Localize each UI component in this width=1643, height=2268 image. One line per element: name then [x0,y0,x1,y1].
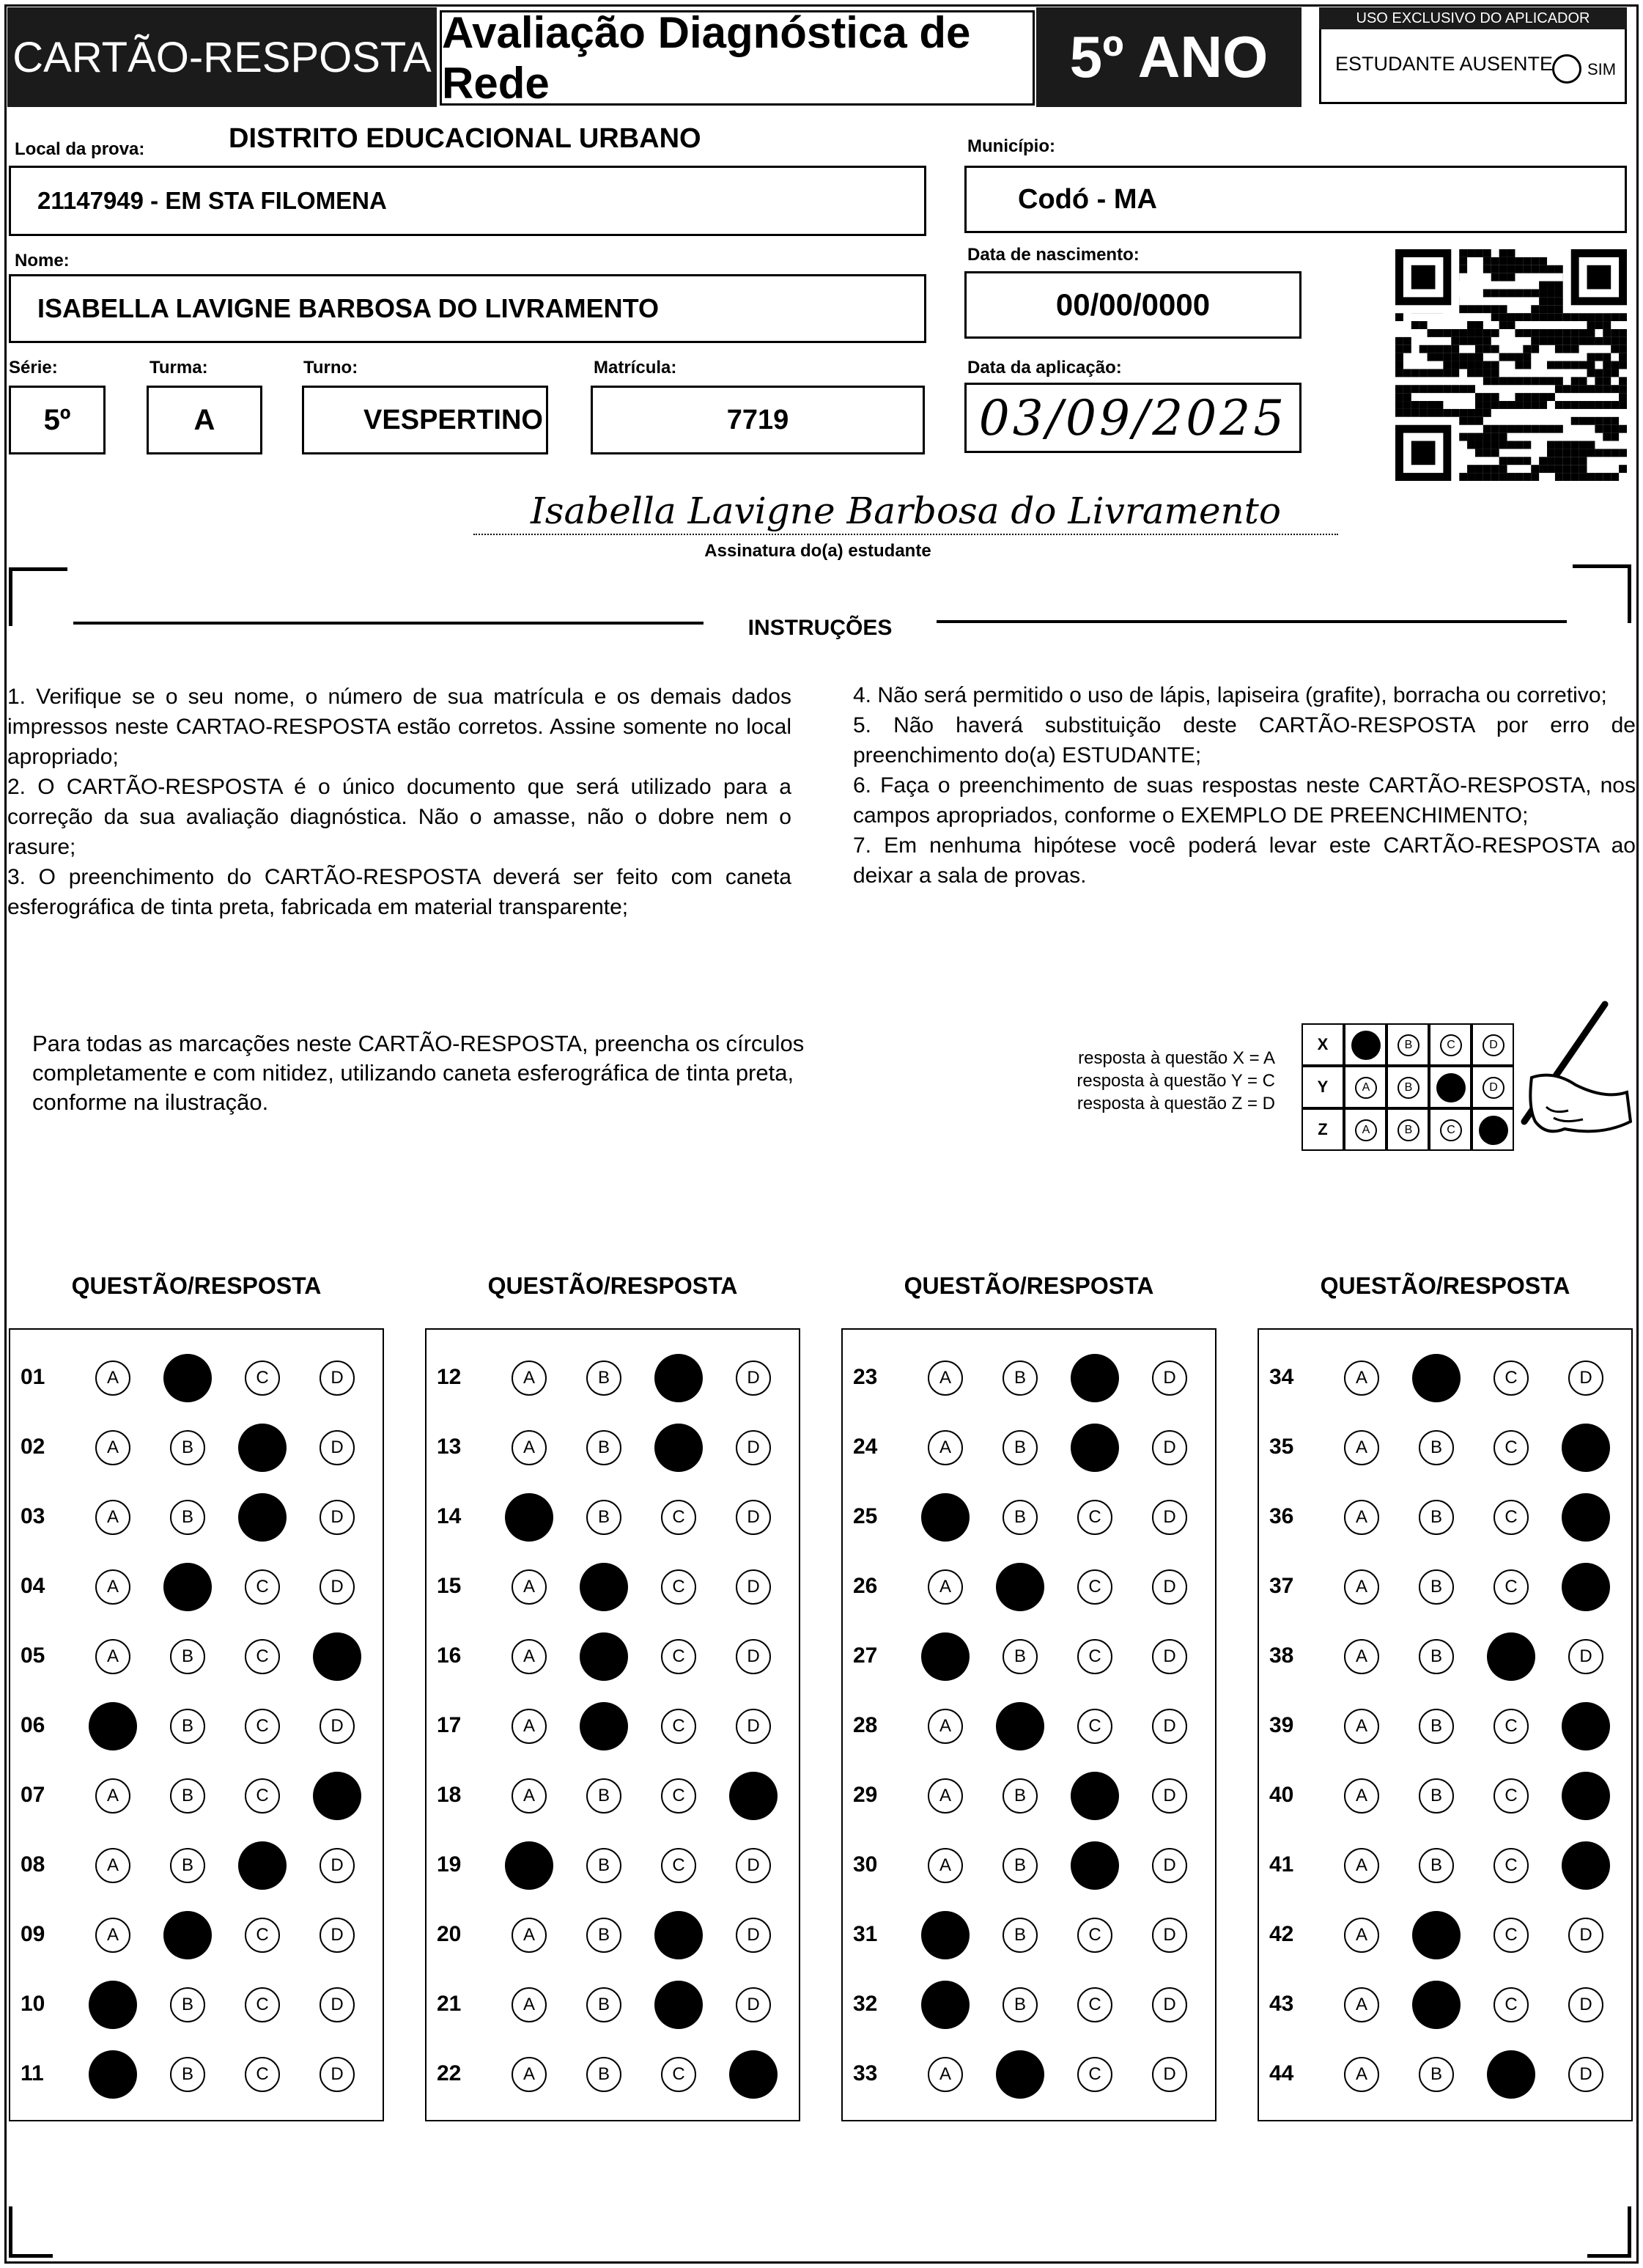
answer-bubble-d[interactable]: D [320,1709,355,1744]
answer-bubble-marked[interactable] [505,1841,553,1890]
answer-bubble-d[interactable]: D [736,1918,771,1953]
corner-mark-br [1587,2206,1631,2258]
example-cell [1429,1108,1472,1151]
answer-bubble-d[interactable]: D [1152,1848,1187,1883]
answer-bubble-d[interactable]: D [1152,1569,1187,1605]
example-bubble: C [1440,1119,1462,1141]
question-number: 17 [437,1713,462,1737]
answer-bubble-a[interactable]: A [512,1987,547,2022]
nascimento-label: Data de nascimento: [967,245,1140,265]
answer-bubble-d[interactable]: D [1152,1778,1187,1814]
answer-bubble-marked[interactable] [921,1493,970,1542]
answer-bubble-b[interactable]: B [170,1987,205,2022]
answer-bubble-d[interactable]: D [320,1918,355,1953]
answer-bubble-c[interactable]: C [245,1569,280,1605]
question-number: 12 [437,1365,462,1389]
grade-badge: 5º ANO [1036,7,1302,107]
question-number: 43 [1269,1992,1294,2016]
answer-bubble-a[interactable]: A [1344,1639,1379,1674]
question-number: 28 [853,1713,878,1737]
answer-bubble-marked[interactable] [163,1563,212,1611]
turno-label: Turno: [303,358,358,378]
answer-bubble-b[interactable]: B [1003,1430,1038,1465]
absent-option-label: SIM [1587,60,1617,78]
example-cell [1344,1066,1387,1108]
answer-bubble-c[interactable]: C [661,1639,696,1674]
answer-bubble-marked[interactable] [921,1981,970,2029]
aplicacao-field: 03/09/2025 [964,383,1302,453]
question-number: 38 [1269,1643,1294,1668]
answer-bubble-a[interactable]: A [95,1639,130,1674]
answer-bubble-d[interactable]: D [320,2057,355,2092]
example-question-label: X [1302,1023,1344,1066]
corner-mark-bl [9,2206,53,2258]
turma-field: A [147,386,262,454]
answer-bubble-a[interactable]: A [512,2057,547,2092]
instruction-4: 4. Não será permitido o uso de lápis, lapiseira (grafite), borracha ou corretivo; [853,683,1607,707]
answer-bubble-d[interactable]: D [736,1430,771,1465]
answer-bubble-marked[interactable] [238,1493,287,1542]
question-number: 01 [21,1365,45,1389]
answer-bubble-marked[interactable] [729,1772,778,1820]
answer-bubble-d[interactable]: D [1152,1430,1187,1465]
answer-bubble-a[interactable]: A [95,1361,130,1396]
answer-bubble-c[interactable]: C [661,1778,696,1814]
answer-bubble-marked[interactable] [654,1424,703,1472]
answer-bubble-c[interactable]: C [661,1569,696,1605]
answer-bubble-c[interactable]: C [661,1500,696,1535]
school-field: 21147949 - EM STA FILOMENA [9,166,926,236]
answer-bubble-a[interactable]: A [512,1709,547,1744]
turno-field: VESPERTINO [302,386,548,454]
example-cell [1387,1023,1429,1066]
answer-bubble-marked[interactable] [313,1632,361,1681]
answer-bubble-d[interactable]: D [1568,1918,1603,1953]
answer-bubble-b[interactable]: B [586,1430,621,1465]
answer-bubble-a[interactable]: A [1344,1500,1379,1535]
answer-bubble-d[interactable]: D [736,1987,771,2022]
question-number: 06 [21,1713,45,1737]
answer-bubble-marked[interactable] [580,1563,628,1611]
question-number: 29 [853,1783,878,1807]
answer-bubble-marked[interactable] [996,1563,1044,1611]
answer-bubble-c[interactable]: C [661,1848,696,1883]
instr-rule-left [73,622,704,625]
answer-bubble-d[interactable]: D [320,1430,355,1465]
answer-bubble-b[interactable]: B [170,1500,205,1535]
answer-bubble-a[interactable]: A [1344,1430,1379,1465]
answer-bubble-a[interactable]: A [928,1709,963,1744]
answer-bubble-marked[interactable] [1562,1563,1610,1611]
answer-bubble-marked[interactable] [654,1911,703,1959]
answer-bubble-marked[interactable] [89,1702,137,1750]
answer-bubble-b[interactable]: B [170,1778,205,1814]
question-number: 22 [437,2061,462,2085]
answer-bubble-marked[interactable] [89,2050,137,2099]
answer-bubble-marked[interactable] [1562,1493,1610,1542]
example-cell [1429,1023,1472,1066]
answer-bubble-d[interactable]: D [1568,1639,1603,1674]
answer-bubble-b[interactable]: B [586,1361,621,1396]
answer-bubble-marked[interactable] [1562,1424,1610,1472]
card-label: CARTÃO-RESPOSTA [7,7,437,107]
question-number: 42 [1269,1922,1294,1946]
page-title: Avaliação Diagnóstica de Rede [440,10,1035,106]
answer-bubble-c[interactable]: C [1494,1778,1529,1814]
answer-bubble-a[interactable]: A [95,1569,130,1605]
answer-column-header: QUESTÃO/RESPOSTA [487,1273,738,1299]
corner-mark-tr [1573,564,1631,623]
answer-bubble-d[interactable]: D [1568,1361,1603,1396]
question-number: 25 [853,1504,878,1528]
answer-bubble-marked[interactable] [1562,1772,1610,1820]
answer-bubble-b[interactable]: B [586,1848,621,1883]
answer-bubble-b[interactable]: B [1003,1778,1038,1814]
answer-bubble-c[interactable]: C [245,1778,280,1814]
answer-bubble-a[interactable]: A [1344,1709,1379,1744]
answer-bubble-c[interactable]: C [1494,1569,1529,1605]
answer-bubble-marked[interactable] [163,1354,212,1402]
instruction-5: 5. Não haverá substituição deste CARTÃO-RESPOSTA por erro de preenchimento do(a) ESTUDANTE; [853,713,1636,767]
answer-bubble-c[interactable]: C [1077,1639,1112,1674]
answer-bubble-d[interactable]: D [320,1848,355,1883]
example-bubble-filled [1436,1073,1466,1102]
answer-bubble-marked[interactable] [1071,1841,1119,1890]
question-number: 09 [21,1922,45,1946]
answer-bubble-marked[interactable] [1487,2050,1535,2099]
answer-bubble-c[interactable]: C [1494,1430,1529,1465]
instruction-3: 3. O preenchimento do CARTÃO-RESPOSTA deverá ser feito com caneta esferográfica de tinta preta, fabricada em material transparente; [7,865,791,919]
answer-bubble-c[interactable]: C [245,1709,280,1744]
question-number: 41 [1269,1852,1294,1877]
answer-bubble-a[interactable]: A [1344,1569,1379,1605]
answer-bubble-marked[interactable] [654,1981,703,2029]
answer-bubble-b[interactable]: B [170,1639,205,1674]
answer-bubble-b[interactable]: B [1419,1569,1454,1605]
answer-bubble-marked[interactable] [163,1911,212,1959]
example-legend-x: resposta à questão X = A [1078,1048,1275,1068]
example-question-label: Z [1302,1108,1344,1151]
answer-bubble-marked[interactable] [1071,1354,1119,1402]
example-legend-y: resposta à questão Y = C [1077,1071,1275,1091]
answer-bubble-a[interactable]: A [512,1430,547,1465]
answer-bubble-marked[interactable] [89,1981,137,2029]
answer-bubble-a[interactable]: A [95,1500,130,1535]
nome-label: Nome: [15,251,70,270]
answer-bubble-b[interactable]: B [1003,1639,1038,1674]
answer-bubble-b[interactable]: B [170,1848,205,1883]
question-number: 36 [1269,1504,1294,1528]
question-number: 19 [437,1852,462,1877]
answer-bubble-c[interactable]: C [245,1987,280,2022]
example-cell [1387,1066,1429,1108]
answer-bubble-marked[interactable] [921,1911,970,1959]
example-bubble-filled [1351,1031,1381,1060]
answer-bubble-marked[interactable] [505,1493,553,1542]
question-number: 31 [853,1922,878,1946]
answer-bubble-c[interactable]: C [661,2057,696,2092]
answer-bubble-c[interactable]: C [1494,1848,1529,1883]
example-bubble: D [1483,1077,1504,1099]
answer-bubble-b[interactable]: B [1003,1918,1038,1953]
answer-bubble-d[interactable]: D [736,1361,771,1396]
answer-bubble-d[interactable]: D [736,1569,771,1605]
answer-bubble-b[interactable]: B [1003,1500,1038,1535]
signature-line [473,534,1338,535]
answer-bubble-c[interactable]: C [1494,1361,1529,1396]
answer-bubble-d[interactable]: D [736,1639,771,1674]
answer-bubble-a[interactable]: A [512,1778,547,1814]
answer-bubble-a[interactable]: A [928,1778,963,1814]
answer-bubble-b[interactable]: B [1419,1709,1454,1744]
answer-bubble-d[interactable]: D [736,1500,771,1535]
question-number: 03 [21,1504,45,1528]
answer-bubble-d[interactable]: D [736,1848,771,1883]
answer-bubble-d[interactable]: D [1152,1361,1187,1396]
answer-bubble-d[interactable]: D [320,1569,355,1605]
answer-bubble-d[interactable]: D [1152,1500,1187,1535]
answer-bubble-a[interactable]: A [95,1918,130,1953]
example-legend-z: resposta à questão Z = D [1077,1094,1275,1113]
instruction-2: 2. O CARTÃO-RESPOSTA é o único documento que será utilizado para a correção da sua avaliação diagnóstica. Não o amasse, não o dobre nem o rasure; [7,775,791,859]
answer-bubble-b[interactable]: B [170,1709,205,1744]
answer-bubble-c[interactable]: C [661,1709,696,1744]
answer-bubble-b[interactable]: B [1003,1361,1038,1396]
question-number: 20 [437,1922,462,1946]
question-number: 07 [21,1783,45,1807]
answer-bubble-b[interactable]: B [1419,1848,1454,1883]
question-number: 27 [853,1643,878,1668]
question-number: 40 [1269,1783,1294,1807]
district-name: DISTRITO EDUCACIONAL URBANO [229,123,701,154]
answer-bubble-marked[interactable] [996,2050,1044,2099]
answer-bubble-marked[interactable] [1562,1702,1610,1750]
answer-bubble-c[interactable]: C [1077,2057,1112,2092]
question-number: 26 [853,1574,878,1598]
answer-bubble-c[interactable]: C [245,1918,280,1953]
answer-bubble-a[interactable]: A [928,1361,963,1396]
serie-label: Série: [9,358,58,378]
answer-bubble-marked[interactable] [580,1632,628,1681]
absent-checkbox[interactable] [1552,54,1581,84]
answer-bubble-marked[interactable] [654,1354,703,1402]
answer-bubble-a[interactable]: A [1344,2057,1379,2092]
example-bubble: A [1355,1119,1377,1141]
instructions-title: INSTRUÇÕES [747,616,893,640]
question-number: 18 [437,1783,462,1807]
answer-bubble-b[interactable]: B [586,1987,621,2022]
answer-bubble-c[interactable]: C [1077,1709,1112,1744]
instructions-right [853,680,1636,891]
question-number: 11 [21,2061,44,2085]
answer-bubble-marked[interactable] [238,1841,287,1890]
answer-bubble-c[interactable]: C [1494,1987,1529,2022]
answer-bubble-marked[interactable] [238,1424,287,1472]
aplicacao-label: Data da aplicação: [967,358,1122,378]
answer-column-header: QUESTÃO/RESPOSTA [904,1273,1154,1299]
answer-bubble-marked[interactable] [1487,1632,1535,1681]
answer-bubble-b[interactable]: B [1419,1500,1454,1535]
pen-hand-icon [1488,997,1634,1158]
answer-bubble-marked[interactable] [996,1702,1044,1750]
question-number: 24 [853,1435,878,1459]
answer-bubble-d[interactable]: D [320,1987,355,2022]
question-number: 04 [21,1574,45,1598]
question-number: 16 [437,1643,462,1668]
example-legend [953,1047,1275,1115]
local-label: Local da prova: [15,139,145,159]
answer-bubble-marked[interactable] [921,1632,970,1681]
answer-bubble-d[interactable]: D [1152,1709,1187,1744]
question-number: 34 [1269,1365,1294,1389]
answer-bubble-c[interactable]: C [1077,1500,1112,1535]
instruction-7: 7. Em nenhuma hipótese você poderá levar este CARTÃO-RESPOSTA ao deixar a sala de provas. [853,833,1636,888]
answer-bubble-b[interactable]: B [586,1500,621,1535]
answer-bubble-c[interactable]: C [1077,1987,1112,2022]
example-cell [1387,1108,1429,1151]
answer-bubble-b[interactable]: B [1419,1430,1454,1465]
example-bubble: B [1398,1077,1419,1099]
answer-bubble-b[interactable]: B [1419,1778,1454,1814]
answer-bubble-a[interactable]: A [512,1569,547,1605]
instruction-1: 1. Verifique se o seu nome, o número de sua matrícula e os demais dados impressos neste CARTAO-RESPOSTA estão corretos. Assine somente no local apropriado; [7,685,791,769]
fill-note: Para todas as marcações neste CARTÃO-RESPOSTA, preencha os círculos completamente e com nitidez, utilizando caneta esferográfica de tinta preta, conforme na ilustração. [32,1031,805,1115]
question-number: 08 [21,1852,45,1877]
example-cell [1429,1066,1472,1108]
answer-bubble-a[interactable]: A [928,1848,963,1883]
answer-bubble-d[interactable]: D [1152,2057,1187,2092]
answer-bubble-c[interactable]: C [1494,1500,1529,1535]
question-number: 32 [853,1992,878,2016]
turma-label: Turma: [149,358,208,378]
answer-bubble-a[interactable]: A [1344,1848,1379,1883]
answer-bubble-marked[interactable] [580,1702,628,1750]
question-number: 33 [853,2061,878,2085]
nome-field: ISABELLA LAVIGNE BARBOSA DO LIVRAMENTO [9,274,926,343]
answer-bubble-d[interactable]: D [1152,1987,1187,2022]
answer-column-header: QUESTÃO/RESPOSTA [71,1273,322,1299]
answer-bubble-a[interactable]: A [928,2057,963,2092]
answer-bubble-a[interactable]: A [95,1430,130,1465]
answer-bubble-marked[interactable] [1412,1981,1461,2029]
example-bubble: D [1483,1034,1504,1056]
answer-bubble-b[interactable]: B [586,1778,621,1814]
answer-bubble-c[interactable]: C [1077,1569,1112,1605]
answer-bubble-marked[interactable] [1412,1911,1461,1959]
question-number: 37 [1269,1574,1294,1598]
answer-bubble-a[interactable]: A [512,1639,547,1674]
example-cell [1344,1108,1387,1151]
question-number: 14 [437,1504,462,1528]
answer-bubble-a[interactable]: A [95,1778,130,1814]
applicator-header: USO EXCLUSIVO DO APLICADOR [1319,7,1627,29]
answer-bubble-c[interactable]: C [1494,1709,1529,1744]
answer-bubble-b[interactable]: B [1419,2057,1454,2092]
answer-bubble-d[interactable]: D [736,1709,771,1744]
example-cell [1344,1023,1387,1066]
question-number: 44 [1269,2061,1294,2085]
example-bubble: B [1398,1034,1419,1056]
instruction-6: 6. Faça o preenchimento de suas respostas neste CARTÃO-RESPOSTA, nos campos apropriados, conforme o EXEMPLO DE PREENCHIMENTO; [853,773,1636,828]
question-number: 39 [1269,1713,1294,1737]
answer-bubble-b[interactable]: B [586,2057,621,2092]
absent-label: ESTUDANTE AUSENTE [1335,53,1554,75]
answer-bubble-b[interactable]: B [1419,1639,1454,1674]
answer-bubble-marked[interactable] [729,2050,778,2099]
answer-bubble-a[interactable]: A [1344,1987,1379,2022]
instr-rule-right [937,620,1567,623]
answer-bubble-b[interactable]: B [170,1430,205,1465]
answer-bubble-a[interactable]: A [512,1361,547,1396]
answer-column-header: QUESTÃO/RESPOSTA [1320,1273,1570,1299]
answer-bubble-marked[interactable] [1071,1424,1119,1472]
answer-bubble-d[interactable]: D [320,1500,355,1535]
question-number: 02 [21,1435,45,1459]
corner-mark-tl [9,567,67,626]
answer-bubble-d[interactable]: D [320,1361,355,1396]
example-bubble: C [1440,1034,1462,1056]
answer-bubble-a[interactable]: A [1344,1778,1379,1814]
example-bubble: B [1398,1119,1419,1141]
question-number: 30 [853,1852,878,1877]
answer-bubble-b[interactable]: B [1003,1987,1038,2022]
answer-bubble-marked[interactable] [313,1772,361,1820]
serie-field: 5º [9,386,106,454]
municipio-field: Codó - MA [964,166,1627,233]
answer-bubble-a[interactable]: A [95,1848,130,1883]
signature: Isabella Lavigne Barbosa do Livramento [531,490,1281,532]
answer-bubble-d[interactable]: D [1152,1639,1187,1674]
signature-caption: Assinatura do(a) estudante [704,541,931,561]
answer-bubble-c[interactable]: C [1077,1918,1112,1953]
example-question-label: Y [1302,1066,1344,1108]
answer-bubble-d[interactable]: D [1568,1987,1603,2022]
answer-bubble-c[interactable]: C [245,1361,280,1396]
answer-bubble-a[interactable]: A [512,1918,547,1953]
answer-bubble-d[interactable]: D [1568,2057,1603,2092]
answer-bubble-marked[interactable] [1562,1841,1610,1890]
answer-bubble-c[interactable]: C [245,2057,280,2092]
answer-bubble-marked[interactable] [1071,1772,1119,1820]
answer-bubble-b[interactable]: B [586,1918,621,1953]
answer-bubble-a[interactable]: A [1344,1361,1379,1396]
question-number: 21 [437,1992,462,2016]
answer-bubble-a[interactable]: A [1344,1918,1379,1953]
nascimento-field: 00/00/0000 [964,271,1302,339]
question-number: 05 [21,1643,45,1668]
answer-bubble-c[interactable]: C [245,1639,280,1674]
question-number: 13 [437,1435,462,1459]
qr-code [1395,249,1627,481]
answer-bubble-c[interactable]: C [1494,1918,1529,1953]
municipio-label: Município: [967,136,1055,156]
example-bubble: A [1355,1077,1377,1099]
answer-bubble-a[interactable]: A [928,1430,963,1465]
answer-bubble-a[interactable]: A [928,1569,963,1605]
answer-bubble-b[interactable]: B [170,2057,205,2092]
question-number: 35 [1269,1435,1294,1459]
answer-bubble-marked[interactable] [1412,1354,1461,1402]
matricula-label: Matrícula: [594,358,677,378]
question-number: 10 [21,1992,45,2016]
question-number: 15 [437,1574,462,1598]
matricula-field: 7719 [591,386,925,454]
answer-bubble-d[interactable]: D [1152,1918,1187,1953]
instructions-left [7,682,791,922]
question-number: 23 [853,1365,878,1389]
answer-bubble-b[interactable]: B [1003,1848,1038,1883]
